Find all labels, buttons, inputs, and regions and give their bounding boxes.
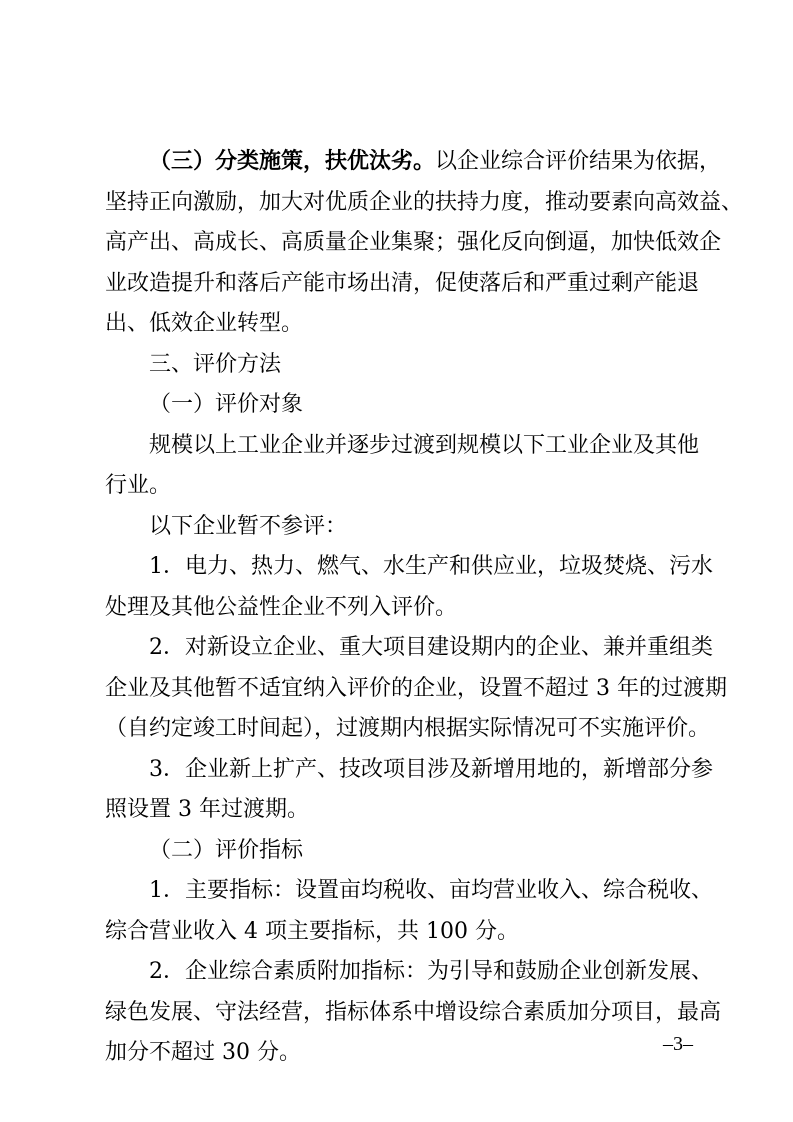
list-item-line: 3．企业新上扩产、技改项目涉及新增用地的，新增部分参: [149, 756, 713, 782]
bold-lead-text: （三）分类施策，扶优汰劣。: [149, 149, 436, 174]
list-item-line: 2．对新设立企业、重大项目建设期内的企业、兼并重组类: [149, 635, 713, 660]
list-item-line: 绿色发展、守法经营，指标体系中增设综合素质加分项目，最高: [105, 999, 722, 1025]
paragraph-line: [105, 142, 722, 183]
list-item-line: 照设置 3 年过渡期。: [105, 797, 309, 822]
list-item-line: 1．电力、热力、燃气、水生产和供应业，垃圾焚烧、污水: [149, 554, 713, 579]
paragraph-line: 业改造提升和落后产能市场出清，促使落后和严重过剩产能退: [105, 270, 700, 296]
list-item-line: 企业及其他暂不适宜纳入评价的企业，设置不超过 3 年的过渡期: [105, 675, 727, 701]
list-item-line: 加分不超过 30 分。: [105, 1040, 301, 1065]
paragraph-line: 规模以上工业企业并逐步过渡到规模以下工业企业及其他: [149, 432, 700, 458]
list-item-line: （自约定竣工时间起），过渡期内根据实际情况可不实施评价。: [105, 716, 711, 741]
document-body: [105, 142, 744, 1074]
subsection-heading: （一）评价对象: [149, 392, 304, 417]
subsection-heading: （二）评价指标: [149, 837, 304, 863]
list-item-line: 1．主要指标：设置亩均税收、亩均营业收入、综合税收、: [149, 878, 713, 903]
paragraph-text: 以企业综合评价结果为依据，: [435, 149, 722, 174]
paragraph-line: 坚持正向激励，加大对优质企业的扶持力度，推动要素向高效益、: [105, 189, 744, 215]
paragraph-line: 以下企业暂不参评：: [149, 513, 348, 539]
section-heading: 三、评价方法: [149, 351, 282, 377]
list-item-line: 综合营业收入 4 项主要指标，共 100 分。: [105, 918, 519, 944]
list-item-line: 2．企业综合素质附加指标：为引导和鼓励企业创新发展、: [149, 959, 713, 984]
paragraph-line: 行业。: [105, 473, 172, 498]
paragraph-line: 出、低效企业转型。: [105, 311, 304, 336]
paragraph-line: 高产出、高成长、高质量企业集聚；强化反向倒逼，加快低效企: [105, 230, 722, 255]
page-number: –3–: [663, 1033, 693, 1055]
list-item-line: 处理及其他公益性企业不列入评价。: [105, 594, 458, 620]
